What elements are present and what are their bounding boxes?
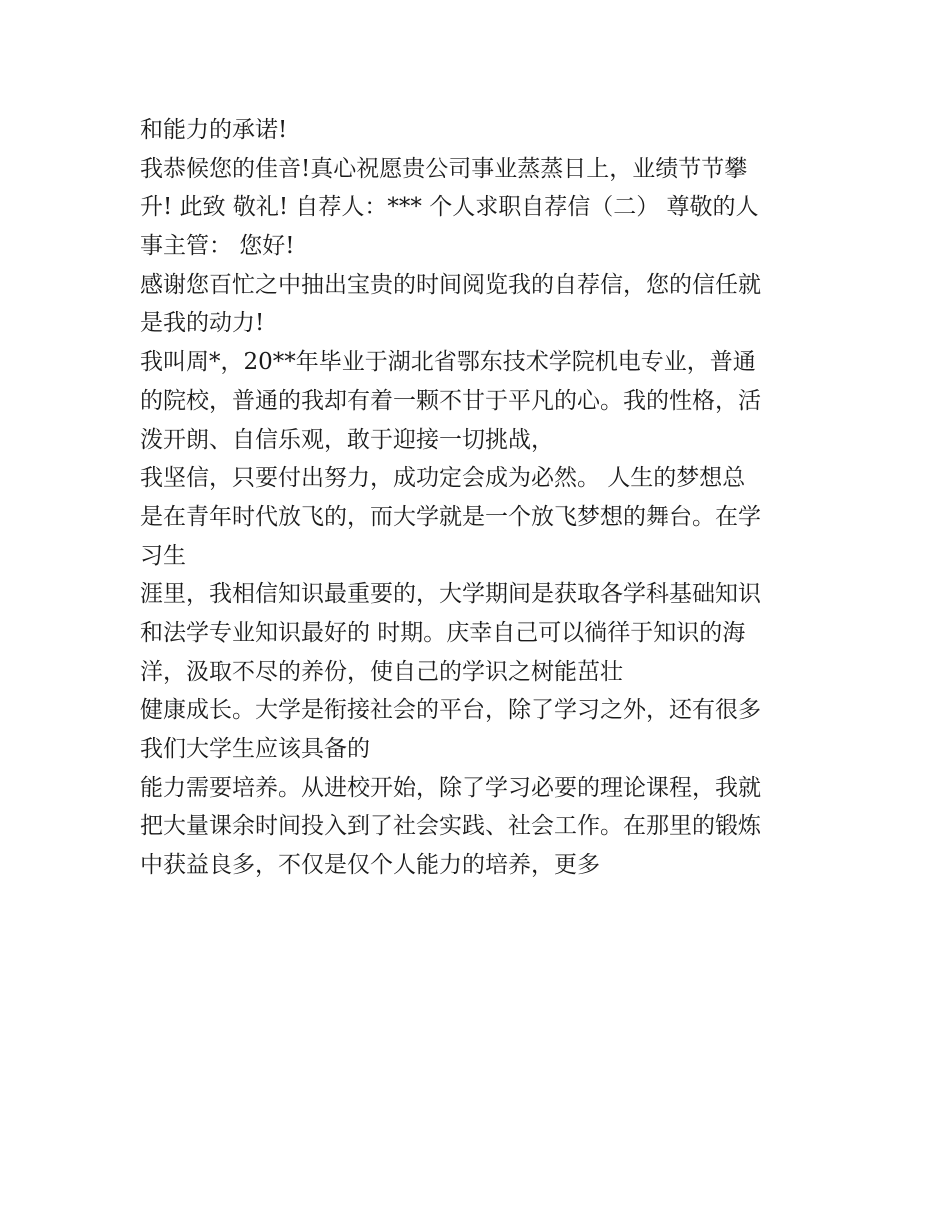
text-line: 习生 xyxy=(140,542,186,569)
text-line: 我恭候您的佳音!真心祝愿贵公司事业蒸蒸日上，业绩节节攀 xyxy=(140,155,748,182)
text-line: 我叫周*，20**年毕业于湖北省鄂东技术学院机电专业，普通 xyxy=(140,349,756,376)
text-line: 的院校，普通的我却有着一颗不甘于平凡的心。我的性格，活 xyxy=(140,387,761,414)
text-line: 事主管： 您好! xyxy=(140,233,295,260)
text-line: 和能力的承诺! xyxy=(140,117,288,143)
text-line: 涯里，我相信知识最重要的，大学期间是获取各学科基础知识 xyxy=(140,581,761,608)
text-line: 感谢您百忙之中抽出宝贵的时间阅览我的自荐信，您的信任就 xyxy=(140,271,761,298)
text-line: 中获益良多，不仅是仅个人能力的培养，更多 xyxy=(140,852,600,879)
letter-body xyxy=(140,111,820,885)
text-line: 能力需要培养。从进校开始，除了学习必要的理论课程，我就 xyxy=(140,774,761,801)
text-line: 泼开朗、自信乐观，敢于迎接一切挑战， xyxy=(140,426,554,453)
text-line: 洋，汲取不尽的养份，使自己的学识之树能茁壮 xyxy=(140,658,623,685)
text-line: 是我的动力! xyxy=(140,310,265,337)
text-line: 我们大学生应该具备的 xyxy=(140,736,370,762)
text-line: 把大量课余时间投入到了社会实践、社会工作。在那里的锻炼 xyxy=(140,813,761,840)
text-line: 我坚信，只要付出努力，成功定会成为必然。 人生的梦想总 xyxy=(140,465,746,492)
text-line: 是在青年时代放飞的，而大学就是一个放飞梦想的舞台。在学 xyxy=(140,503,761,530)
text-line: 健康成长。大学是衔接社会的平台，除了学习之外，还有很多 xyxy=(140,697,761,724)
text-line: 升! 此致 敬礼! 自荐人：*** 个人求职自荐信（二） 尊敬的人 xyxy=(140,194,759,221)
text-line: 和法学专业知识最好的 时期。庆幸自己可以徜徉于知识的海 xyxy=(140,619,746,646)
